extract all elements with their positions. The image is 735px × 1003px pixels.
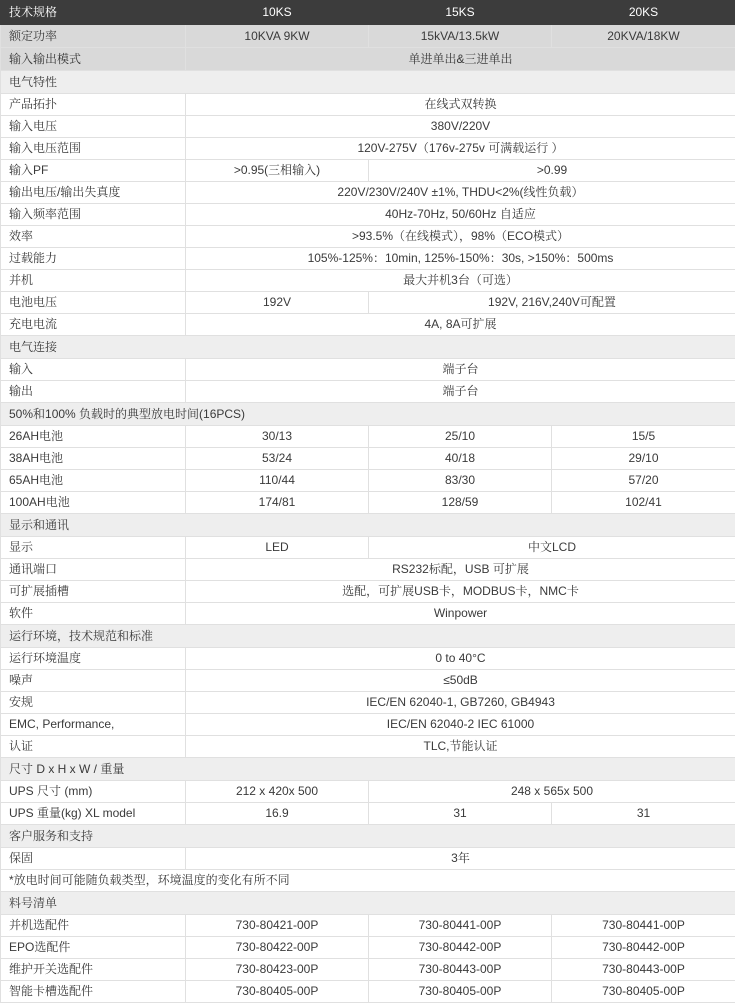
- row-value: >0.95(三相输入): [186, 160, 369, 182]
- row-value: >93.5%（在线模式），98%（ECO模式）: [186, 226, 735, 248]
- row-label: UPS 尺寸 (mm): [1, 781, 186, 803]
- row-value: 730-80441-00P: [369, 915, 552, 937]
- row-label: 技术规格: [1, 1, 186, 25]
- row-label: EMC, Performance,: [1, 714, 186, 736]
- row-value: 中文LCD: [369, 537, 735, 559]
- row-value: 20KVA/18KW: [552, 25, 735, 48]
- row-label: 产品拓扑: [1, 94, 186, 116]
- row-label: 保固: [1, 848, 186, 870]
- table-row: [1, 959, 735, 981]
- section-row: [1, 892, 735, 915]
- row-value: 105%-125%：10min, 125%-150%：30s, >150%：500ms: [186, 248, 735, 270]
- table-row: [1, 692, 735, 714]
- row-value: 端子台: [186, 359, 735, 381]
- row-value: 730-80442-00P: [552, 937, 735, 959]
- table-row: [1, 492, 735, 514]
- section-label: 客户服务和支持: [1, 825, 735, 848]
- row-label: 噪声: [1, 670, 186, 692]
- row-value: 30/13: [186, 426, 369, 448]
- table-row: [1, 915, 735, 937]
- table-row: [1, 94, 735, 116]
- row-value: 730-80441-00P: [552, 915, 735, 937]
- row-label: 认证: [1, 736, 186, 758]
- section-row: [1, 758, 735, 781]
- row-label: 电池电压: [1, 292, 186, 314]
- row-value: 220V/230V/240V ±1%, THDU<2%(线性负载）: [186, 182, 735, 204]
- row-label: 过载能力: [1, 248, 186, 270]
- table-row: [1, 1, 735, 25]
- row-value: 730-80405-00P: [552, 981, 735, 1003]
- row-value: 120V-275V（176v-275v 可满载运行 ）: [186, 138, 735, 160]
- row-label: 输入电压范围: [1, 138, 186, 160]
- row-label: 通讯端口: [1, 559, 186, 581]
- row-label: 并机: [1, 270, 186, 292]
- row-label: 输入电压: [1, 116, 186, 138]
- table-row: [1, 25, 735, 48]
- table-row: [1, 270, 735, 292]
- section-row: [1, 403, 735, 426]
- row-label: 65AH电池: [1, 470, 186, 492]
- row-value: 端子台: [186, 381, 735, 403]
- footnote: *放电时间可能随负载类型，环境温度的变化有所不同: [1, 870, 735, 892]
- table-row: [1, 138, 735, 160]
- row-value: 10KVA 9KW: [186, 25, 369, 48]
- row-value: 192V, 216V,240V可配置: [369, 292, 735, 314]
- table-row: [1, 870, 735, 892]
- row-label: 并机选配件: [1, 915, 186, 937]
- row-value: ≤50dB: [186, 670, 735, 692]
- row-value: 730-80442-00P: [369, 937, 552, 959]
- row-value: 25/10: [369, 426, 552, 448]
- table-row: [1, 359, 735, 381]
- table-row: [1, 781, 735, 803]
- table-row: [1, 448, 735, 470]
- row-label: 输入: [1, 359, 186, 381]
- section-label: 电气特性: [1, 71, 735, 94]
- specification-table-body: [1, 1, 735, 1003]
- row-value: LED: [186, 537, 369, 559]
- row-value: 单进单出&三进单出: [186, 48, 735, 71]
- table-row: [1, 160, 735, 182]
- section-label: 50%和100% 负载时的典型放电时间(16PCS): [1, 403, 735, 426]
- row-label: 效率: [1, 226, 186, 248]
- row-value: 248 x 565x 500: [369, 781, 735, 803]
- row-value: 212 x 420x 500: [186, 781, 369, 803]
- row-label: EPO选配件: [1, 937, 186, 959]
- table-row: [1, 937, 735, 959]
- table-row: [1, 848, 735, 870]
- row-label: 输出电压/输出失真度: [1, 182, 186, 204]
- table-row: [1, 648, 735, 670]
- table-row: [1, 292, 735, 314]
- row-value: 192V: [186, 292, 369, 314]
- row-value: 16.9: [186, 803, 369, 825]
- row-label: 显示: [1, 537, 186, 559]
- row-value: 15/5: [552, 426, 735, 448]
- row-value: 31: [369, 803, 552, 825]
- row-value: 40/18: [369, 448, 552, 470]
- row-value: 380V/220V: [186, 116, 735, 138]
- row-value: 在线式双转换: [186, 94, 735, 116]
- row-label: 充电电流: [1, 314, 186, 336]
- row-value: IEC/EN 62040-1, GB7260, GB4943: [186, 692, 735, 714]
- table-row: [1, 426, 735, 448]
- row-label: 100AH电池: [1, 492, 186, 514]
- table-row: [1, 981, 735, 1003]
- row-value: 730-80405-00P: [369, 981, 552, 1003]
- section-row: [1, 71, 735, 94]
- row-label: 运行环境温度: [1, 648, 186, 670]
- section-row: [1, 514, 735, 537]
- table-row: [1, 559, 735, 581]
- row-value: 174/81: [186, 492, 369, 514]
- row-value: 15KS: [369, 1, 552, 25]
- row-value: IEC/EN 62040-2 IEC 61000: [186, 714, 735, 736]
- table-row: [1, 670, 735, 692]
- table-row: [1, 48, 735, 71]
- row-label: 安规: [1, 692, 186, 714]
- row-value: 最大并机3台（可选）: [186, 270, 735, 292]
- row-value: 31: [552, 803, 735, 825]
- row-label: 软件: [1, 603, 186, 625]
- table-row: [1, 226, 735, 248]
- row-value: 15kVA/13.5kW: [369, 25, 552, 48]
- row-value: 730-80443-00P: [369, 959, 552, 981]
- row-value: 53/24: [186, 448, 369, 470]
- section-label: 料号清单: [1, 892, 735, 915]
- section-row: [1, 625, 735, 648]
- row-label: 可扩展插槽: [1, 581, 186, 603]
- table-row: [1, 537, 735, 559]
- row-label: 输出: [1, 381, 186, 403]
- row-value: 10KS: [186, 1, 369, 25]
- table-row: [1, 736, 735, 758]
- row-label: 输入PF: [1, 160, 186, 182]
- row-label: 输入频率范围: [1, 204, 186, 226]
- table-row: [1, 248, 735, 270]
- section-label: 尺寸 D x H x W / 重量: [1, 758, 735, 781]
- row-label: 维护开关选配件: [1, 959, 186, 981]
- row-value: RS232标配，USB 可扩展: [186, 559, 735, 581]
- section-row: [1, 825, 735, 848]
- row-label: 额定功率: [1, 25, 186, 48]
- table-row: [1, 581, 735, 603]
- table-row: [1, 470, 735, 492]
- row-value: 730-80405-00P: [186, 981, 369, 1003]
- row-value: 0 to 40°C: [186, 648, 735, 670]
- row-value: 20KS: [552, 1, 735, 25]
- row-value: >0.99: [369, 160, 735, 182]
- section-label: 显示和通讯: [1, 514, 735, 537]
- table-row: [1, 182, 735, 204]
- row-value: 110/44: [186, 470, 369, 492]
- row-value: 730-80422-00P: [186, 937, 369, 959]
- table-row: [1, 603, 735, 625]
- table-row: [1, 116, 735, 138]
- row-value: 128/59: [369, 492, 552, 514]
- row-value: Winpower: [186, 603, 735, 625]
- row-value: 29/10: [552, 448, 735, 470]
- row-label: 智能卡槽选配件: [1, 981, 186, 1003]
- row-label: 输入输出模式: [1, 48, 186, 71]
- row-value: 730-80443-00P: [552, 959, 735, 981]
- row-value: 102/41: [552, 492, 735, 514]
- row-value: 选配，可扩展USB卡，MODBUS卡，NMC卡: [186, 581, 735, 603]
- row-value: 730-80421-00P: [186, 915, 369, 937]
- row-label: 26AH电池: [1, 426, 186, 448]
- row-label: 38AH电池: [1, 448, 186, 470]
- row-value: 83/30: [369, 470, 552, 492]
- row-value: TLC,节能认证: [186, 736, 735, 758]
- row-value: 4A, 8A可扩展: [186, 314, 735, 336]
- section-row: [1, 336, 735, 359]
- section-label: 运行环境，技术规范和标准: [1, 625, 735, 648]
- row-value: 3年: [186, 848, 735, 870]
- row-value: 40Hz-70Hz, 50/60Hz 自适应: [186, 204, 735, 226]
- row-value: 57/20: [552, 470, 735, 492]
- table-row: [1, 314, 735, 336]
- section-label: 电气连接: [1, 336, 735, 359]
- table-row: [1, 714, 735, 736]
- table-row: [1, 803, 735, 825]
- table-row: [1, 381, 735, 403]
- row-value: 730-80423-00P: [186, 959, 369, 981]
- table-row: [1, 204, 735, 226]
- row-label: UPS 重量(kg) XL model: [1, 803, 186, 825]
